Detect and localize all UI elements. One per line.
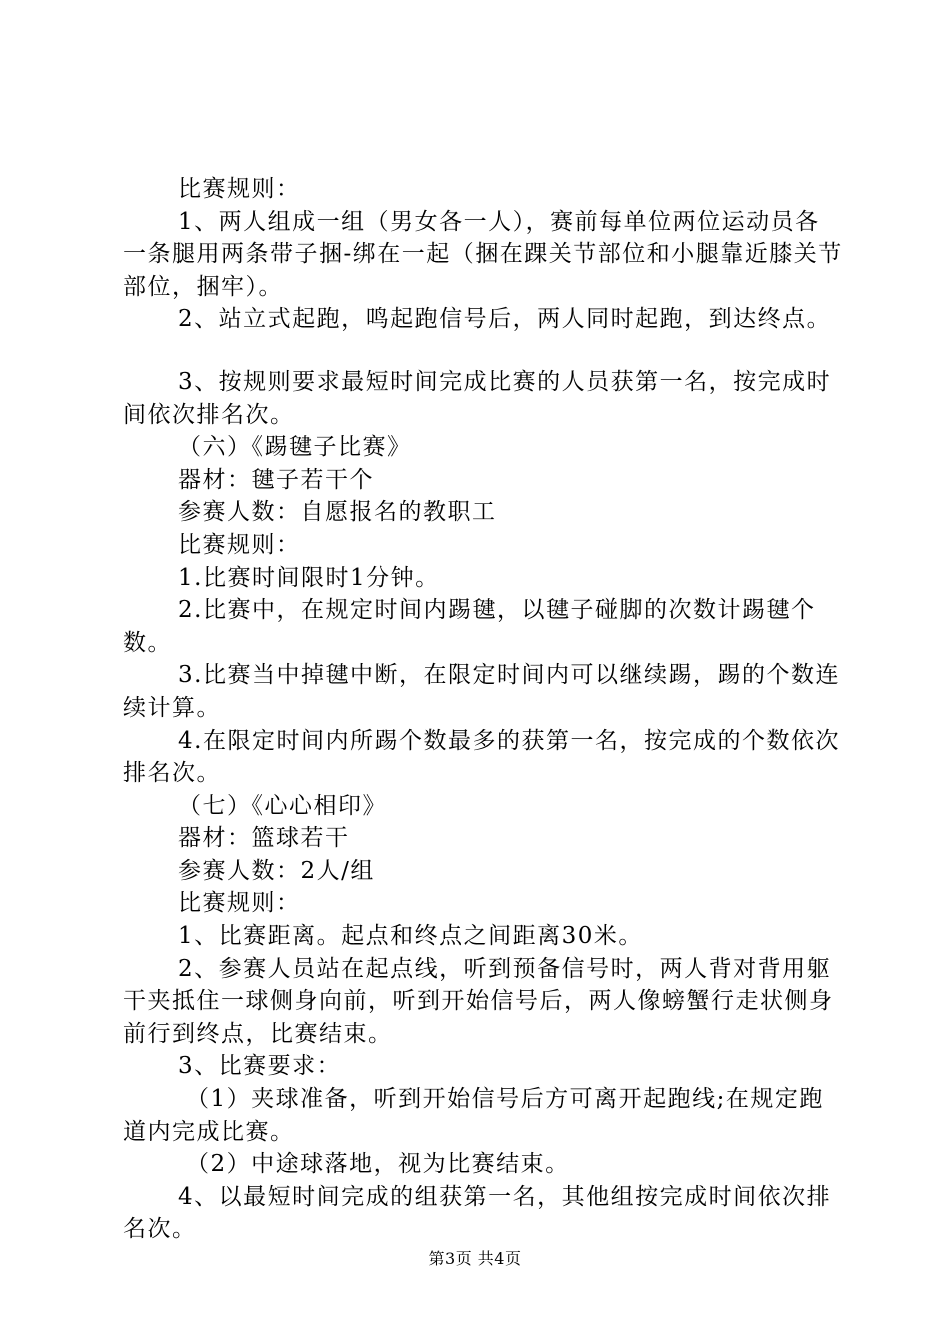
paragraph: 1、两人组成一组（男女各一人），赛前每单位两位运动员各一条腿用两条带子捆-绑在一起（捆在踝关节部位和小腿靠近膝关节部位，捆牢）。: [123, 208, 843, 300]
paragraph: 比赛规则：: [178, 531, 301, 558]
paragraph: 比赛规则：: [178, 176, 301, 202]
paragraph: 3、按规则要求最短时间完成比赛的人员获第一名，按完成时间依次排名次。: [123, 368, 832, 428]
paragraph: 器材：篮球若干: [178, 825, 350, 852]
paragraph: 比赛规则：: [178, 890, 301, 917]
paragraph: 4.在限定时间内所踢个数最多的获第一名，按完成的个数依次排名次。: [123, 727, 840, 787]
paragraph: 1.比赛时间限时1分钟。: [178, 564, 440, 591]
paragraph: 3、比赛要求：: [178, 1053, 342, 1080]
paragraph: 2.比赛中，在规定时间内踢毽，以毽子碰脚的次数计踢毽个数。: [123, 597, 816, 656]
section-heading: （六）《踢毽子比赛》: [178, 434, 412, 461]
paragraph: 参赛人数：自愿报名的教职工: [178, 499, 497, 526]
paragraph: 2、站立式起跑，鸣起跑信号后，两人同时起跑，到达终点。: [178, 306, 832, 333]
paragraph: （2）中途球落地，视为比赛结束。: [186, 1151, 570, 1178]
paragraph: 4、以最短时间完成的组获第一名，其他组按完成时间依次排名次。: [123, 1183, 832, 1243]
document-body: [123, 173, 843, 1246]
section-heading: （七）《心心相印》: [178, 792, 387, 819]
paragraph: 1、比赛距离。起点和终点之间距离30米。: [178, 923, 643, 950]
paragraph: （1）夹球准备，听到开始信号后方可离开起跑线;在规定跑道内完成比赛。: [123, 1086, 824, 1145]
page-footer: 第3页 共4页: [428, 1249, 522, 1268]
paragraph: 参赛人数：2人/组: [178, 857, 375, 884]
paragraph: 2、参赛人员站在起点线，听到预备信号时，两人背对背用躯干夹抵住一球侧身向前，听到开始信号后，两人像螃蟹行走状侧身前行到终点，比赛结束。: [123, 955, 834, 1047]
paragraph: 器材：毽子若干个: [178, 466, 374, 493]
paragraph: 3.比赛当中掉毽中断，在限定时间内可以继续踢，踢的个数连续计算。: [123, 662, 840, 721]
